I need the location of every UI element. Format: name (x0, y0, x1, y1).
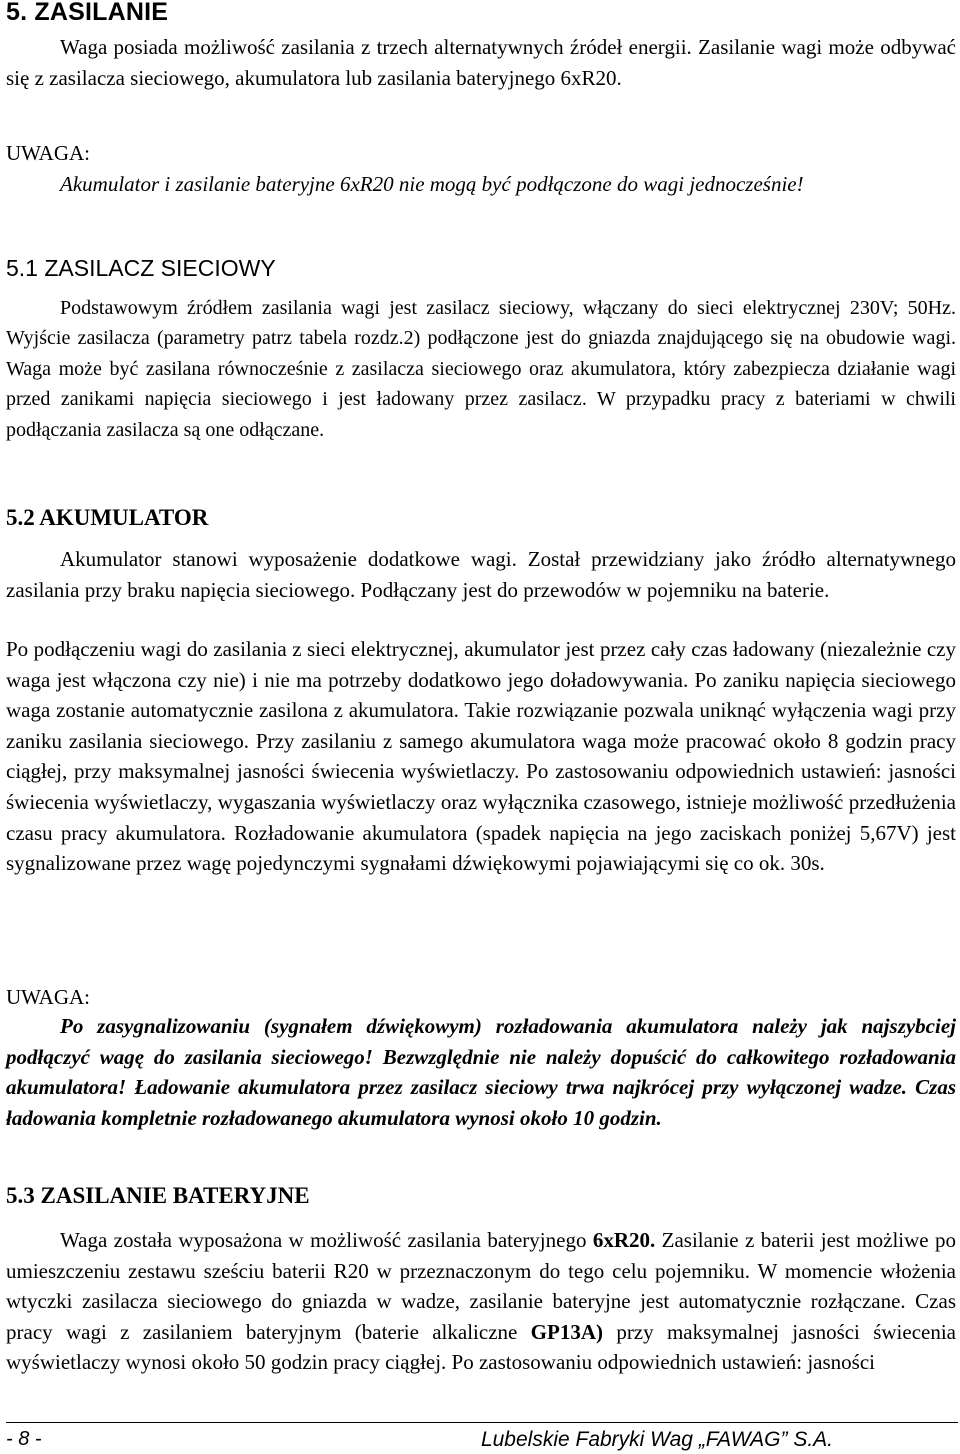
subsection-heading: 5.2 AKUMULATOR (6, 505, 209, 530)
batteries-paragraph (6, 1225, 956, 1378)
batteries-type-bold: 6xR20. (592, 1228, 656, 1252)
page-number: - 8 - (6, 1428, 42, 1450)
battery-body-paragraph: Po podłączeniu wagi do zasilania z sieci elektrycznej, akumulator jest przez cały czas ładowany (niezależnie czy waga jest włączona czy nie) i nie ma potrzeby dodatkowo jego doładowywania. Po zaniku napięcia sieciowego waga zostanie automatycznie zasilona z akumulatora. Takie rozwiązanie pozwala uniknąć wyłączenia wagi przy zaniku zasilania sieciowego. Przy zasilaniu z samego akumulatora waga może pracować około 8 godzin pracy ciągłej, przy maksymalnej jasności świecenia wyświetlaczy. Po zastosowaniu odpowiednich ustawień: jasności świecenia wyświetlaczy, wygaszania wyświetlaczy oraz wyłącznika czasowego, istnieje możliwość przedłużenia czasu pracy akumulatora. Rozładowanie akumulatora (spadek napięcia na jego zaciskach poniżej 5,67V) jest sygnalizowane przez wagę pojedynczymi sygnałami dźwiękowymi pojawiającymi się co ok. 30s. (6, 637, 956, 876)
footer-divider (6, 1422, 958, 1423)
footer-company: Lubelskie Fabryki Wag „FAWAG” S.A. (480, 1428, 833, 1451)
mains-adapter-paragraph: Podstawowym źródłem zasilania wagi jest zasilacz sieciowy, włączany do sieci elektrycznej 230V; 50Hz. Wyjście zasilacza (parametry patrz tabela rozdz.2) podłączone jest do gniazda znajdującego się na obudowie wagi. Waga może być zasilana równocześnie z zasilacza sieciowego oraz akumulatora, który zabezpiecza działanie wagi przed zanikami napięcia sieciowego i jest ładowany przez zasilacz. W przypadku pracy z bateriami w chwili podłączania zasilacza są one odłączane. (6, 297, 956, 441)
battery-intro-paragraph: Akumulator stanowi wyposażenie dodatkowe wagi. Został przewidziany jako źródło alternatywnego zasilania przy braku napięcia sieciowego. Podłączany jest do przewodów w pojemniku na baterie. (6, 547, 956, 602)
batteries-model-bold: GP13A) (530, 1319, 603, 1344)
warning-label: UWAGA: (6, 141, 90, 165)
intro-paragraph: Waga posiada możliwość zasilania z trzech alternatywnych źródeł energii. Zasilanie wagi może odbywać się z zasilacza sieciowego, akumulatora lub zasilania bateryjnego 6xR20. (6, 35, 956, 90)
subsection-heading: 5.1 ZASILACZ SIECIOWY (6, 255, 276, 281)
battery-warning-paragraph: Po zasygnalizowaniu (sygnałem dźwiękowym) rozładowania akumulatora należy jak najszybciej podłączyć wagę do zasilania sieciowego! Bezwzględnie nie należy dopuścić do całkowitego rozładowania akumulatora! Ładowanie akumulatora przez zasilacz sieciowy trwa najkrócej przy wyłączonej wadze. Czas ładowania kompletnie rozładowanego akumulatora wynosi około 10 godzin. (6, 1014, 956, 1130)
warning-paragraph: Akumulator i zasilanie bateryjne 6xR20 nie mogą być podłączone do wagi jednocześnie! (60, 172, 804, 196)
section-heading: 5. ZASILANIE (6, 0, 169, 26)
batteries-text-2: Zasilanie z baterii jest możliwe po umieszczeniu zestawu sześciu baterii R20 w przeznaczonym do tego celu pojemniku. W momencie włożenia wtyczki zasilacza sieciowego do gniazda w wadze, zasilanie bateryjne jest automatycznie rozłączane. Czas pracy wagi z zasilaniem bateryjnym (baterie alkaliczne (6, 1228, 956, 1344)
subsection-heading: 5.3 ZASILANIE BATERYJNE (6, 1183, 310, 1208)
batteries-text-3: przy maksymalnej jasności świecenia wyświetlaczy wynosi około 50 godzin pracy ciągłej. Po zastosowaniu odpowiednich ustawień: jasności (6, 1319, 957, 1375)
batteries-text-1: Waga została wyposażona w możliwość zasilania bateryjnego (60, 1228, 593, 1252)
warning-label: UWAGA: (6, 985, 90, 1009)
